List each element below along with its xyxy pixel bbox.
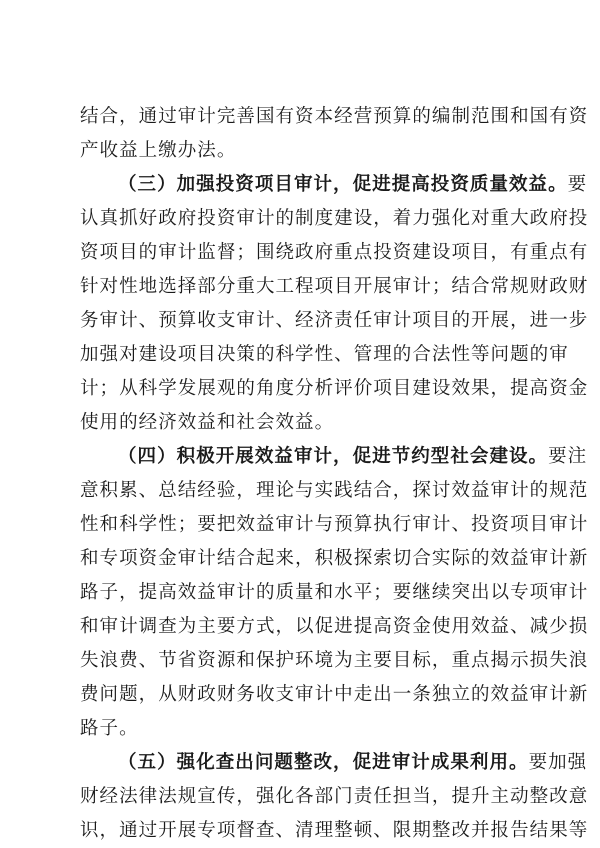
body-text-line: 性和科学性；要把效益审计与预算执行审计、投资项目审计 [80,514,589,535]
section-5-heading: （五）强化查出问题整改，促进审计成果利用。 [118,752,529,773]
body-text-line: 使用的经济效益和社会效益。 [80,412,335,433]
body-text-line: 计；从科学发展观的角度分析评价项目建设效果，提高资金 [80,378,589,399]
body-text-line: 财经法律法规宣传，强化各部门责任担当，提升主动整改意 [80,786,589,807]
body-text-line: 路子，提高效益审计的质量和水平；要继续突出以专项审计 [80,582,589,603]
body-text-line: 结合，通过审计完善国有资本经营预算的编制范围和国有资 [80,106,589,127]
body-text-line: 费问题，从财政财务收支审计中走出一条独立的效益审计新 [80,684,589,705]
body-text-line: 针对性地选择部分重大工程项目开展审计；结合常规财政财 [80,276,589,297]
body-text-line: 和审计调查为主要方式，以促进提高资金使用效益、减少损 [80,616,589,637]
body-text-line: 认真抓好政府投资审计的制度建设，着力强化对重大政府投 [80,208,589,229]
section-4-heading: （四）积极开展效益审计，促进节约型社会建设。 [118,446,549,467]
body-text-line: 加强对建设项目决策的科学性、管理的合法性等问题的审 [80,344,569,365]
section-4-first-line [118,442,588,472]
body-text-line: 产收益上缴办法。 [80,140,237,161]
section-5-first-line [118,748,588,778]
body-text-line: 务审计、预算收支审计、经济责任审计项目的开展，进一步 [80,310,589,331]
body-text-line: 识，通过开展专项督查、清理整顿、限期整改并报告结果等 [80,820,589,841]
body-text-line: 和专项资金审计结合起来，积极探索切合实际的效益审计新 [80,548,589,569]
section-3-heading: （三）加强投资项目审计，促进提高投资质量效益。 [118,174,568,195]
body-text-line: 意积累、总结经验，理论与实践结合，探讨效益审计的规范 [80,480,589,501]
section-3-text: 要 [567,174,588,195]
body-text-line: 失浪费、节省资源和保护环境为主要目标，重点揭示损失浪 [80,650,589,671]
body-text-line: 路子。 [80,718,139,739]
section-5-text: 要加强 [528,752,588,773]
body-text-line: 资项目的审计监督；围绕政府重点投资建设项目，有重点有 [80,242,589,263]
section-4-text: 要注 [548,446,588,467]
section-3-first-line [118,170,588,200]
